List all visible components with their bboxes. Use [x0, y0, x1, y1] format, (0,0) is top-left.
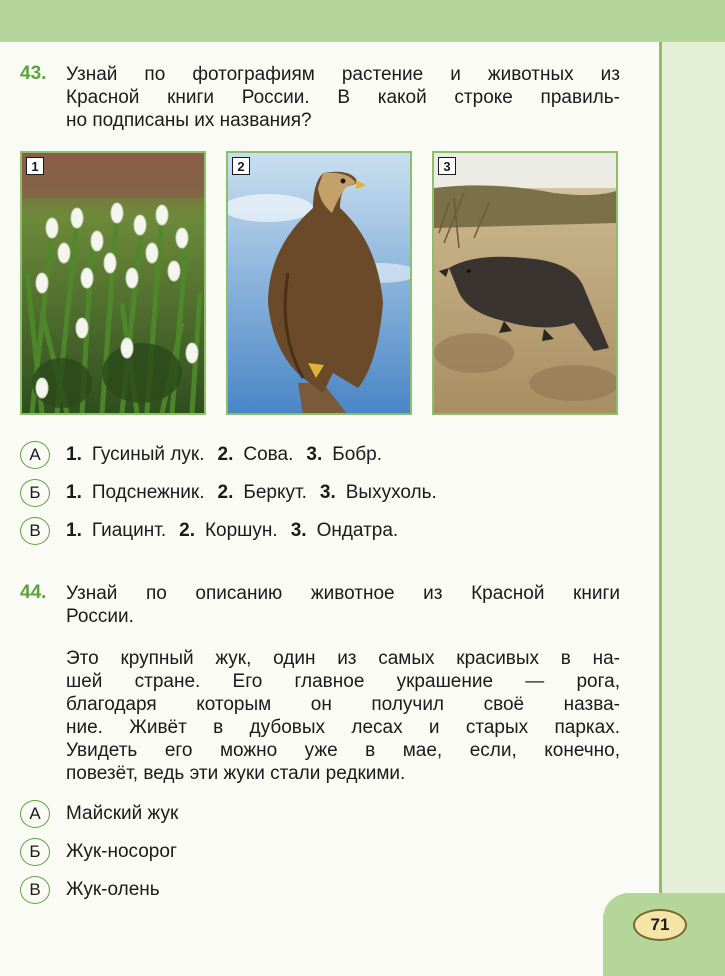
description-line: Это крупный жук, один из самых красивых в на- [66, 648, 620, 669]
item-num: 3. [306, 444, 323, 465]
q44-option-a[interactable] [20, 800, 178, 828]
q44-option-c[interactable] [20, 876, 160, 904]
item-name: Коршун. [204, 520, 278, 541]
option-text: Майский жук [66, 803, 179, 824]
option-mark-b[interactable]: Б [20, 479, 50, 507]
item-name: Выхухоль. [345, 482, 437, 503]
item-name: Гиацинт. [91, 520, 167, 541]
item-name: Беркут. [243, 482, 307, 503]
item-num: 1. [66, 482, 82, 503]
photo-number-1: 1 [26, 157, 44, 175]
q44-option-b[interactable] [20, 838, 177, 866]
item-num: 3. [290, 520, 307, 541]
description-line: Увидеть его можно уже в мае, если, конечно, [66, 740, 620, 761]
item-name: Подснежник. [91, 482, 205, 503]
top-color-band [0, 0, 725, 42]
q43-line: но подписаны их названия? [66, 110, 312, 131]
item-num: 1. [66, 520, 82, 541]
eagle-photo [226, 151, 412, 415]
q44-description [66, 647, 620, 785]
item-name: Бобр. [332, 444, 382, 465]
snowdrops-image [22, 153, 204, 413]
q44-number: 44. [20, 582, 47, 603]
desman-photo [432, 151, 618, 415]
eagle-image [228, 153, 410, 413]
description-line: повезёт, ведь эти жуки стали редкими. [66, 763, 406, 784]
q43-option-b[interactable] [20, 479, 450, 507]
photo-number-2: 2 [232, 157, 250, 175]
option-mark-c[interactable]: В [20, 517, 50, 545]
item-name: Сова. [243, 444, 294, 465]
q43-option-c[interactable] [20, 517, 411, 545]
option-text [66, 444, 395, 466]
q44-line: Узнай по описанию животное из Красной книги [66, 583, 620, 604]
q43-option-a[interactable] [20, 441, 395, 469]
description-line: ние. Живёт в дубовых лесах и старых парках. [66, 717, 620, 738]
item-num: 3. [319, 482, 336, 503]
option-text: Жук-олень [66, 879, 160, 900]
side-margin-line [659, 42, 662, 932]
q43-line: Красной книги России. В какой строке правиль- [66, 87, 620, 108]
q43-question [66, 63, 620, 132]
q43-number: 43. [20, 63, 47, 84]
option-text: Жук-носорог [66, 841, 177, 862]
option-text [66, 482, 450, 504]
item-name: Ондатра. [316, 520, 399, 541]
item-num: 2. [179, 520, 195, 541]
snowdrops-photo [20, 151, 206, 415]
q44-line: России. [66, 606, 134, 627]
item-num: 2. [217, 482, 234, 503]
desman-image [434, 153, 616, 413]
option-mark-c[interactable]: В [20, 876, 50, 904]
option-mark-b[interactable]: Б [20, 838, 50, 866]
option-mark-a[interactable]: А [20, 441, 50, 469]
q44-question [66, 582, 620, 628]
option-text [66, 520, 411, 542]
side-margin-band [662, 42, 725, 976]
q43-line: Узнай по фотографиям растение и животных из [66, 64, 620, 85]
description-line: благодаря которым он получил своё назва- [66, 694, 620, 715]
photo-number-3: 3 [438, 157, 456, 175]
page-number: 71 [633, 909, 687, 941]
description-line: шей стране. Его главное украшение — рога, [66, 671, 620, 692]
option-mark-a[interactable]: А [20, 800, 50, 828]
item-num: 2. [217, 444, 234, 465]
item-num: 1. [66, 444, 82, 465]
item-name: Гусиный лук. [91, 444, 205, 465]
